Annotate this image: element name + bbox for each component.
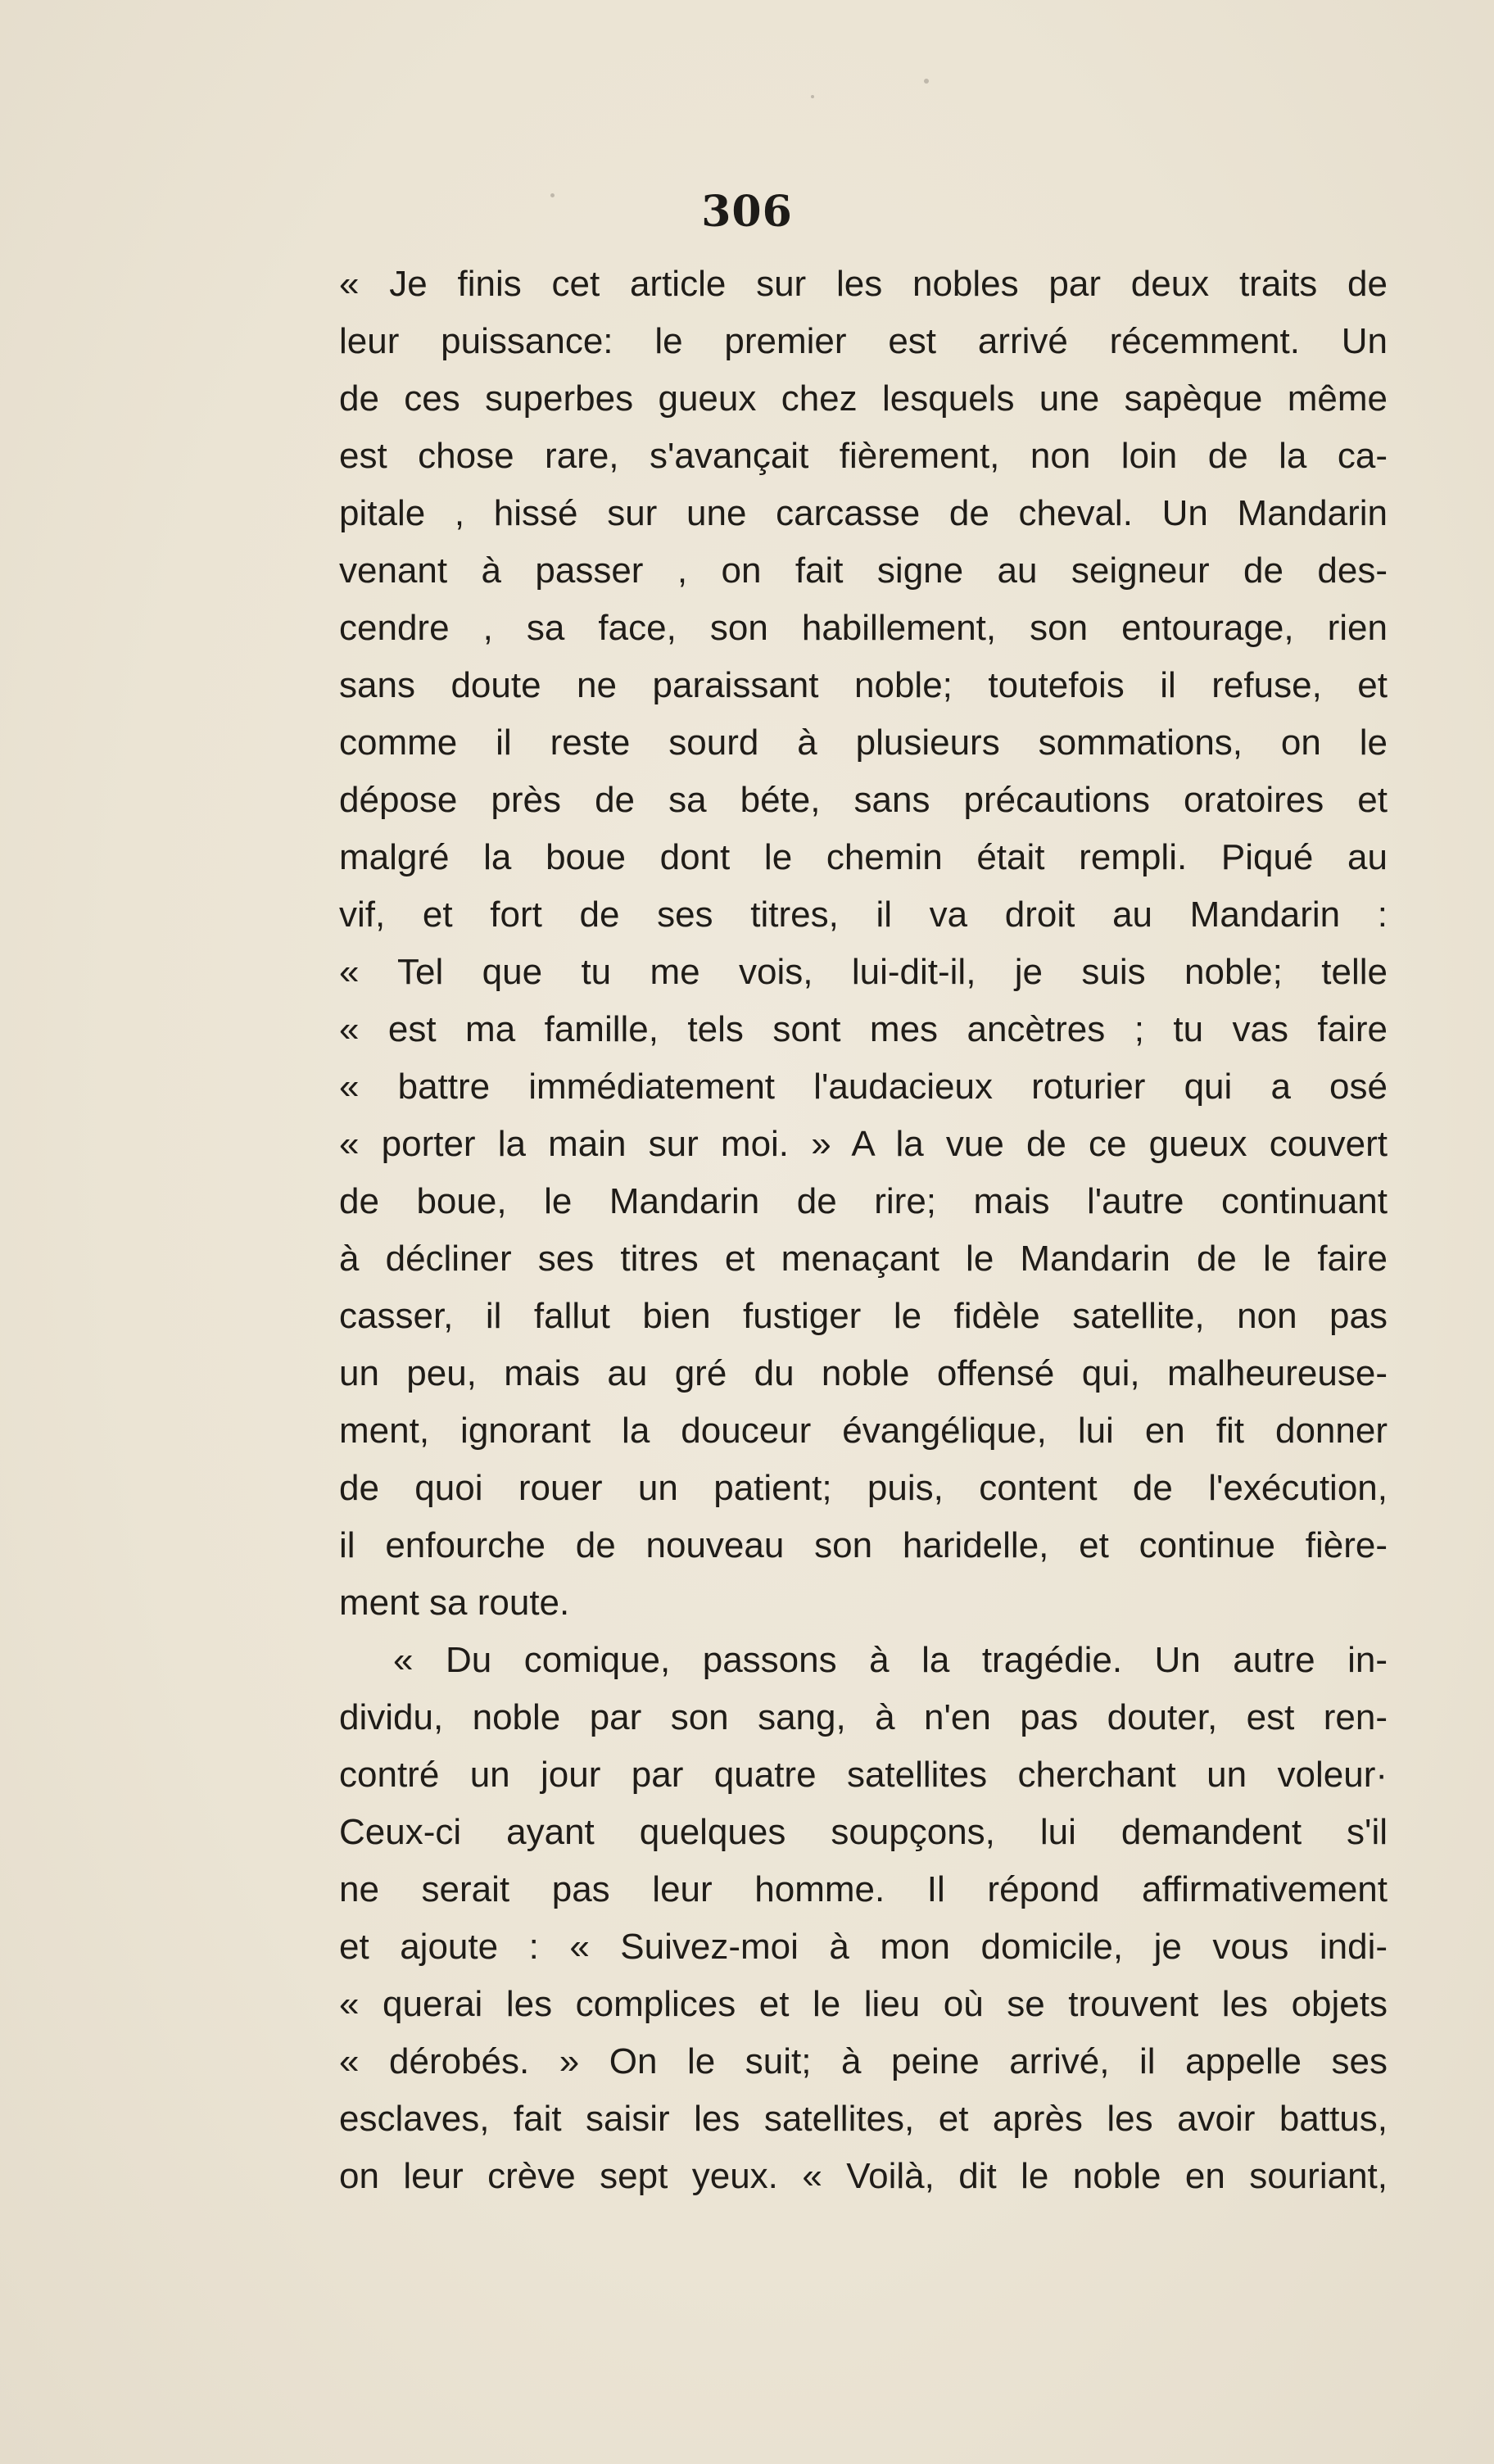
text-line: « dérobés. » On le suit; à peine arrivé, il appelle ses xyxy=(339,2041,1388,2081)
text-line: dépose près de sa béte, sans précautions oratoires et xyxy=(339,780,1388,820)
text-line: pitale , hissé sur une carcasse de cheval. Un Mandarin xyxy=(339,493,1388,533)
text-line: ne serait pas leur homme. Il répond affirmativement xyxy=(339,1869,1388,1909)
paper-speck xyxy=(811,95,814,98)
text-line: contré un jour par quatre satellites cherchant un voleur· xyxy=(339,1755,1388,1795)
text-line: casser, il fallut bien fustiger le fidèle satellite, non pas xyxy=(339,1296,1388,1336)
text-line: vif, et fort de ses titres, il va droit au Mandarin : xyxy=(339,895,1388,935)
text-line: « est ma famille, tels sont mes ancètres ; tu vas faire xyxy=(339,1009,1388,1049)
text-line: « porter la main sur moi. » A la vue de ce gueux couvert xyxy=(339,1124,1388,1164)
text-line: Ceux-ci ayant quelques soupçons, lui demandent s'il xyxy=(339,1812,1388,1852)
text-line: malgré la boue dont le chemin était rempli. Piqué au xyxy=(339,837,1388,877)
text-line: de quoi rouer un patient; puis, content de l'exécution, xyxy=(339,1468,1388,1508)
text-line: ment sa route. xyxy=(339,1583,570,1623)
paper-speck xyxy=(924,79,929,84)
text-line: sans doute ne paraissant noble; toutefois il refuse, et xyxy=(339,665,1388,705)
text-line: venant à passer , on fait signe au seigneur de des- xyxy=(339,550,1388,591)
text-line: « battre immédiatement l'audacieux roturier qui a osé xyxy=(339,1067,1388,1107)
text-line: de ces superbes gueux chez lesquels une sapèque même xyxy=(339,378,1388,419)
text-line: « Je finis cet article sur les nobles par deux traits de xyxy=(339,264,1388,304)
text-line: « Du comique, passons à la tragédie. Un autre in- xyxy=(393,1640,1388,1680)
text-line: comme il reste sourd à plusieurs sommations, on le xyxy=(339,722,1388,763)
text-line: esclaves, fait saisir les satellites, et après les avoir battus, xyxy=(339,2099,1388,2139)
text-line: ment, ignorant la douceur évangélique, lui en fit donner xyxy=(339,1411,1388,1451)
text-line: un peu, mais au gré du noble offensé qui, malheureuse- xyxy=(339,1353,1388,1393)
text-line: il enfourche de nouveau son haridelle, et continue fière- xyxy=(339,1525,1388,1565)
body-text xyxy=(339,256,1388,2222)
text-line: cendre , sa face, son habillement, son entourage, rien xyxy=(339,608,1388,648)
text-line: et ajoute : « Suivez-moi à mon domicile, je vous indi- xyxy=(339,1927,1388,1967)
page-number: 306 xyxy=(701,187,793,237)
text-line: « Tel que tu me vois, lui-dit-il, je suis noble; telle xyxy=(339,952,1388,992)
text-line: est chose rare, s'avançait fièrement, non loin de la ca- xyxy=(339,436,1388,476)
text-line: on leur crève sept yeux. « Voilà, dit le noble en souriant, xyxy=(339,2156,1388,2196)
text-line: dividu, noble par son sang, à n'en pas douter, est ren- xyxy=(339,1697,1388,1737)
text-line: à décliner ses titres et menaçant le Mandarin de le faire xyxy=(339,1239,1388,1279)
text-line: « querai les complices et le lieu où se trouvent les objets xyxy=(339,1984,1388,2024)
text-line: leur puissance: le premier est arrivé récemment. Un xyxy=(339,321,1388,361)
text-line: de boue, le Mandarin de rire; mais l'autre continuant xyxy=(339,1181,1388,1221)
